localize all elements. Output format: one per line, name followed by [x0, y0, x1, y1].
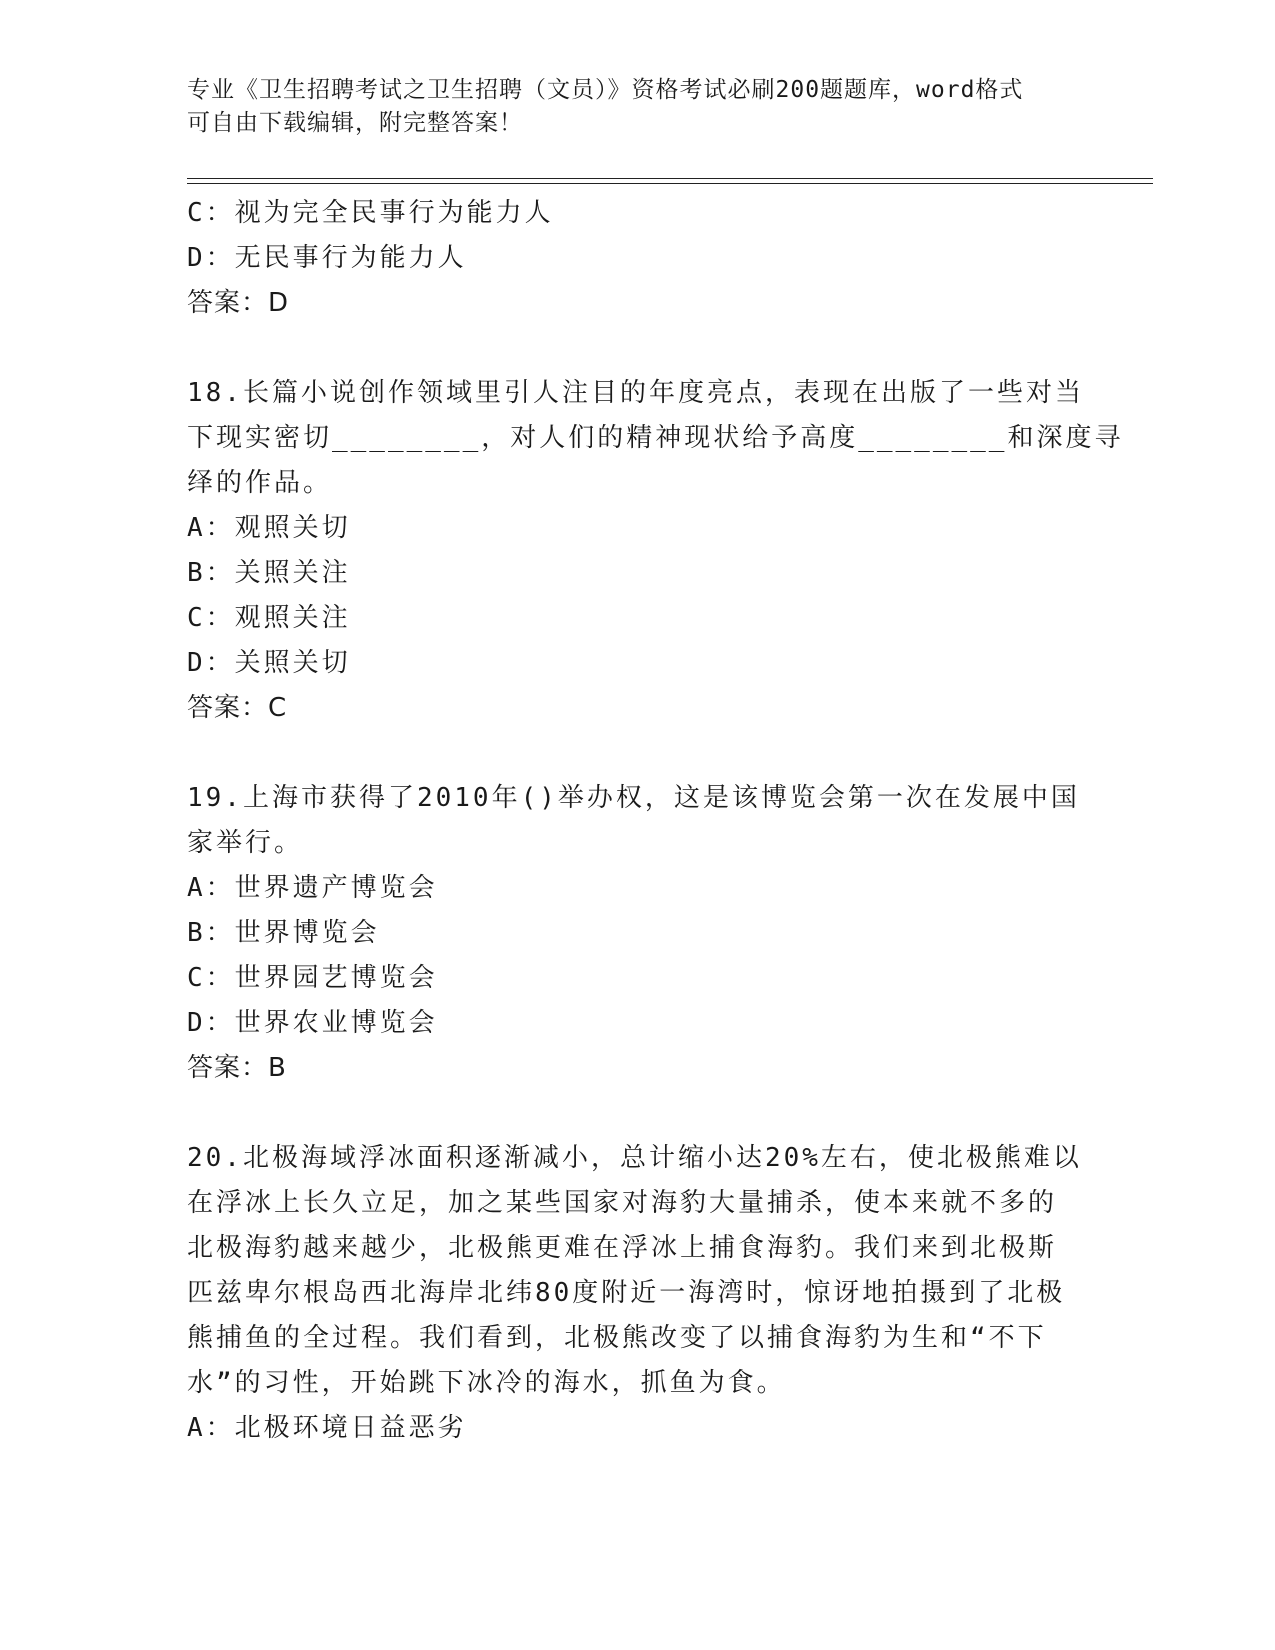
option-c: C：观照关注 — [187, 603, 351, 633]
answer-line: 答案：B — [187, 1053, 287, 1083]
question-stem-line: 水”的习性，开始跳下冰冷的海水，抓鱼为食。 — [187, 1368, 786, 1398]
question-19 — [187, 776, 1080, 1091]
question-stem-line: 绎的作品。 — [187, 468, 333, 498]
question-stem-line: 匹兹卑尔根岛西北海岸北纬80度附近一海湾时，惊讶地拍摄到了北极 — [187, 1278, 1066, 1308]
question-stem-line: 20.北极海域浮冰面积逐渐减小，总计缩小达20%左右，使北极熊难以 — [187, 1143, 1082, 1173]
question-stem-line: 在浮冰上长久立足，加之某些国家对海豹大量捕杀，使本来就不多的 — [187, 1188, 1058, 1218]
question-17-tail — [187, 191, 1067, 326]
header-title-line-1: 专业《卫生招聘考试之卫生招聘（文员）》资格考试必刷200题题库，word格式 — [187, 77, 1024, 103]
question-list — [187, 191, 1124, 1451]
header-divider-bottom — [187, 183, 1153, 184]
question-18 — [187, 371, 1124, 731]
option-a: A：观照关切 — [187, 513, 351, 543]
answer-line: 答案：C — [187, 693, 288, 723]
option-d: D：关照关切 — [187, 648, 351, 678]
option-d: D：无民事行为能力人 — [187, 243, 467, 273]
question-stem-line: 熊捕鱼的全过程。我们看到，北极熊改变了以捕食海豹为生和“不下 — [187, 1323, 1047, 1353]
question-20 — [187, 1136, 1082, 1451]
option-b: B：关照关注 — [187, 558, 351, 588]
answer-line: 答案：D — [187, 288, 290, 318]
option-a: A：北极环境日益恶劣 — [187, 1413, 467, 1443]
spacer — [187, 1091, 1067, 1136]
question-stem-line: 家举行。 — [187, 828, 304, 858]
spacer — [187, 731, 1067, 776]
header-divider-top — [187, 178, 1153, 179]
question-stem-line: 下现实密切________，对人们的精神现状给予高度________和深度寻 — [187, 423, 1124, 453]
option-c: C：视为完全民事行为能力人 — [187, 198, 554, 228]
option-c: C：世界园艺博览会 — [187, 963, 438, 993]
option-a: A：世界遗产博览会 — [187, 873, 438, 903]
option-d: D：世界农业博览会 — [187, 1008, 438, 1038]
header-title-line-2: 可自由下载编辑，附完整答案！ — [187, 110, 523, 136]
question-stem-line: 18.长篇小说创作领域里引人注目的年度亮点，表现在出版了一些对当 — [187, 378, 1084, 408]
question-stem-line: 19.上海市获得了2010年()举办权，这是该博览会第一次在发展中国 — [187, 783, 1080, 813]
question-stem-line: 北极海豹越来越少，北极熊更难在浮冰上捕食海豹。我们来到北极斯 — [187, 1233, 1058, 1263]
option-b: B：世界博览会 — [187, 918, 380, 948]
spacer — [187, 326, 1067, 371]
document-header — [187, 74, 1067, 140]
